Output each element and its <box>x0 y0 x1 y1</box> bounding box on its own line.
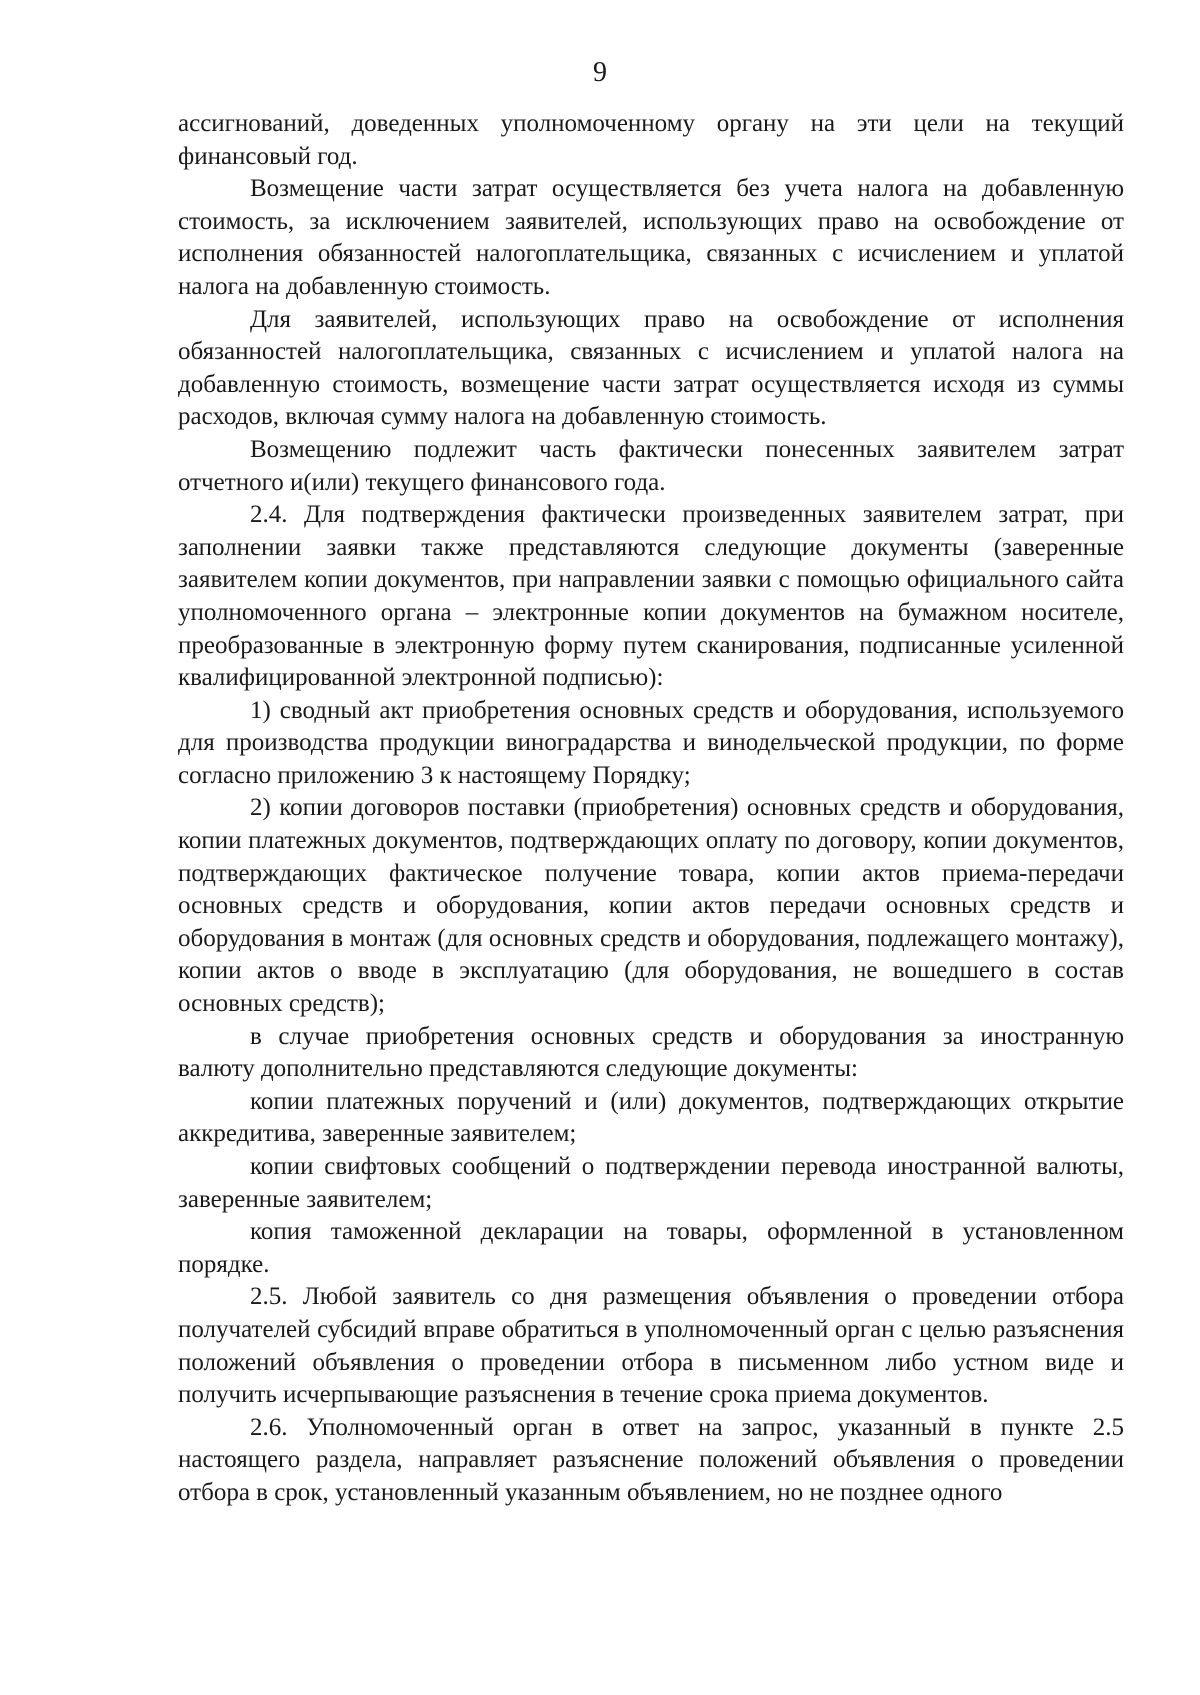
paragraph-vat-exempt-applicants: Для заявителей, использующих право на освобождение от исполнения обязанностей налогоплательщика, связанных с исчислением и уплатой налога на добавленную стоимость, возмещение части затрат осуществляется исходя из суммы расходов, включая сумму налога на добавленную стоимость. <box>178 305 1124 431</box>
paragraph-continuation: ассигнований, доведенных уполномоченному органу на эти цели на текущий финансовый год. <box>178 110 1124 170</box>
document-body <box>178 108 1124 1510</box>
paragraph-foreign-currency: в случае приобретения основных средств и оборудования за иностранную валюту дополнительно представляются следующие документы: <box>178 1022 1124 1083</box>
paragraph-2-6: 2.6. Уполномоченный орган в ответ на запрос, указанный в пункте 2.5 настоящего раздела, направляет разъяснение положений объявления о проведении отбора в срок, установленный указанным объявлением, но не позднее одного <box>178 1413 1124 1506</box>
subitem-payment-orders: копии платежных поручений и (или) документов, подтверждающих открытие аккредитива, заверенные заявителем; <box>178 1087 1124 1148</box>
list-item-1: 1) сводный акт приобретения основных средств и оборудования, используемого для производства продукции виноградарства и винодельческой продукции, по форме согласно приложению 3 к настоящему Порядку; <box>178 696 1124 789</box>
subitem-swift-messages: копии свифтовых сообщений о подтверждении перевода иностранной валюты, заверенные заявителем; <box>178 1153 1124 1213</box>
subitem-customs-declaration: копия таможенной декларации на товары, оформленной в установленном порядке. <box>178 1218 1124 1278</box>
paragraph-reimbursable-costs: Возмещению подлежит часть фактически понесенных заявителем затрат отчетного и(или) текущего финансового года. <box>178 435 1124 496</box>
list-item-2: 2) копии договоров поставки (приобретения) основных средств и оборудования, копии платежных документов, подтверждающих оплату по договору, копии документов, подтверждающих фактическое получение товара, копии актов приема-передачи основных средств и оборудования, копии актов передачи основных средств и оборудования в монтаж (для основных средств и оборудования, подлежащего монтажу), копии актов о вводе в эксплуатацию (для оборудования, не вошедшего в состав основных средств); <box>178 794 1124 1018</box>
paragraph-vat-exclusion: Возмещение части затрат осуществляется без учета налога на добавленную стоимость, за исключением заявителей, использующих право на освобождение от исполнения обязанностей налогоплательщика, связанных с исчислением и уплатой налога на добавленную стоимость. <box>178 175 1124 300</box>
paragraph-2-5: 2.5. Любой заявитель со дня размещения объявления о проведении отбора получателей субсидий вправе обратиться в уполномоченный орган с целью разъяснения положений объявления о проведении отбора в письменном либо устном виде и получить исчерпывающие разъяснения в течение срока приема документов. <box>178 1283 1124 1409</box>
paragraph-2-4: 2.4. Для подтверждения фактически произведенных заявителем затрат, при заполнении заявки также представляются следующие документы (заверенные заявителем копии документов, при направлении заявки с помощью официального сайта уполномоченного органа – электронные копии документов на бумажном носителе, преобразованные в электронную форму путем сканирования, подписанные усиленной квалифицированной электронной подписью): <box>178 501 1124 692</box>
page-number: 9 <box>593 57 607 88</box>
